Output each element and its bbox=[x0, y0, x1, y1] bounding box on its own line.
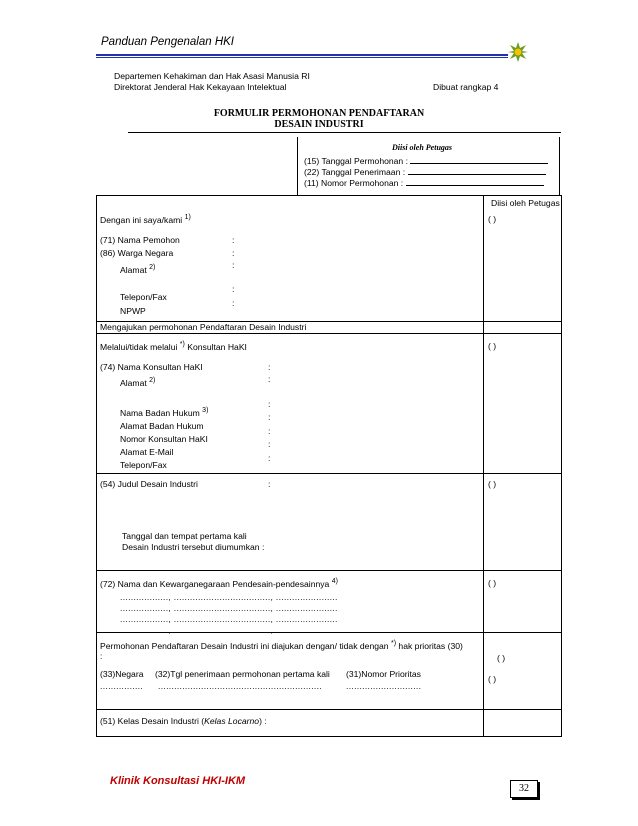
colon: : bbox=[268, 374, 271, 384]
row-divider bbox=[96, 709, 562, 710]
colon: : bbox=[268, 399, 271, 409]
legal-address-label: Alamat Badan Hukum bbox=[120, 421, 204, 431]
officer-heading: Diisi oleh Petugas bbox=[392, 143, 453, 152]
legal-entity-label: Nama Badan Hukum $^{3)}$ bbox=[120, 407, 209, 418]
officer-column-heading: Diisi oleh Petugas bbox=[491, 198, 560, 208]
header-rule bbox=[96, 54, 508, 56]
officer-check-field[interactable]: ( ) bbox=[488, 578, 497, 588]
officer-blank-field[interactable] bbox=[410, 155, 548, 164]
row-divider bbox=[96, 333, 562, 334]
colon: : bbox=[232, 298, 235, 308]
officer-row-date-app bbox=[304, 155, 548, 166]
colon: : bbox=[268, 412, 271, 422]
colon: : bbox=[268, 439, 271, 449]
colon: : bbox=[268, 362, 271, 372]
officer-blank-field[interactable] bbox=[406, 177, 544, 186]
officer-check-field[interactable]: ( ) bbox=[488, 674, 497, 684]
consultant-name-label: (74) Nama Konsultan HaKI bbox=[100, 362, 203, 372]
consultant-number-label: Nomor Konsultan HaKI bbox=[120, 434, 208, 444]
page-number: 32 bbox=[510, 780, 538, 798]
row-divider bbox=[96, 473, 562, 474]
department-text: Departemen Kehakiman dan Hak Asasi Manusia RI bbox=[114, 71, 310, 81]
officer-check-field[interactable]: ( ) bbox=[488, 479, 497, 489]
officer-blank-field[interactable] bbox=[408, 166, 546, 175]
submit-statement: Mengajukan permohonan Pendaftaran Desain Industri bbox=[100, 322, 307, 332]
designers-label: (72) Nama dan Kewarganegaraan Pendesain-pendesainnya $^{4)}$ bbox=[100, 578, 338, 589]
priority-country-label: (33)Negara bbox=[100, 669, 144, 679]
colon: : bbox=[232, 284, 235, 294]
form-title-line1: FORMULIR PERMOHONAN PENDAFTARAN bbox=[213, 108, 425, 119]
designer-entry-row[interactable]: .................., ...................................., ....................... bbox=[120, 603, 338, 613]
officer-check-field[interactable]: ( ) bbox=[488, 214, 497, 224]
design-title-label: (54) Judul Desain Industri bbox=[100, 479, 198, 489]
applicant-phone-label: Telepon/Fax bbox=[120, 292, 167, 302]
officer-row-date-rec bbox=[304, 166, 546, 177]
colon: : bbox=[232, 260, 235, 270]
priority-number-label: (31)Nomor Prioritas bbox=[346, 669, 421, 679]
officer-check-field[interactable]: ( ) bbox=[497, 653, 506, 663]
officer-label: (15) Tanggal Permohonan : bbox=[304, 156, 408, 166]
header-title: Panduan Pengenalan HKI bbox=[101, 36, 234, 48]
designer-entry-row[interactable]: .................., ...................................., ....................... bbox=[120, 625, 338, 635]
officer-row-number bbox=[304, 177, 544, 188]
email-label: Alamat E-Mail bbox=[120, 447, 174, 457]
nationality-label: (86) Warga Negara bbox=[100, 248, 174, 258]
priority-date-field[interactable]: ............................................................. bbox=[158, 681, 322, 691]
priority-country-field[interactable]: ................ bbox=[100, 681, 144, 691]
first-announce-line1: Tanggal dan tempat pertama kali bbox=[122, 531, 247, 541]
priority-date-label: (32)Tgl penerimaan permohonan pertama kali bbox=[155, 669, 330, 679]
priority-statement: Permohonan Pendaftaran Desain Industri ini diajukan dengan/ tidak dengan *) hak prioritas (30) bbox=[100, 640, 463, 651]
applicant-name-label: (71) Nama Pemohon bbox=[100, 235, 180, 245]
designer-entry-row[interactable]: .................., ...................................., ....................... bbox=[120, 592, 338, 602]
colon: : bbox=[232, 248, 235, 258]
officer-label: (11) Nomor Permohonan : bbox=[304, 178, 404, 188]
consultant-address-label: Alamat $^{2)}$ bbox=[120, 377, 156, 388]
directorate-text: Direktorat Jenderal Hak Kekayaan Intelektual bbox=[114, 82, 287, 92]
colon: : bbox=[268, 426, 271, 436]
designer-entry-row[interactable]: .................., ...................................., ....................... bbox=[120, 614, 338, 624]
row-divider bbox=[96, 570, 562, 571]
form-title-line2: DESAIN INDUSTRI bbox=[274, 119, 364, 130]
priority-colon: : bbox=[100, 651, 103, 661]
header-rule-thin bbox=[96, 57, 508, 58]
first-announce-line2: Desain Industri tersebut diumumkan : bbox=[122, 542, 265, 552]
locarno-class-label: (51) Kelas Desain Industri (Kelas Locarno) : bbox=[100, 716, 267, 726]
logo-icon bbox=[508, 42, 528, 62]
footer-title: Klinik Konsultasi HKI-IKM bbox=[110, 775, 246, 787]
via-consultant-label: Melalui/tidak melalui *) Konsultan HaKI bbox=[100, 341, 247, 352]
colon: : bbox=[268, 453, 271, 463]
officer-label: (22) Tanggal Penerimaan : bbox=[304, 167, 406, 177]
officer-column-divider bbox=[483, 196, 484, 736]
copies-text: Dibuat rangkap 4 bbox=[433, 82, 499, 92]
colon: : bbox=[268, 479, 271, 489]
applicant-address-label: Alamat $^{2)}$ bbox=[120, 264, 156, 275]
npwp-label: NPWP bbox=[120, 306, 146, 316]
consultant-phone-label: Telepon/Fax bbox=[120, 460, 167, 470]
title-rule bbox=[128, 132, 561, 133]
officer-check-field[interactable]: ( ) bbox=[488, 341, 497, 351]
colon: : bbox=[232, 235, 235, 245]
with-me-label: Dengan ini saya/kami $^{1)}$ bbox=[100, 214, 191, 225]
priority-number-field[interactable]: ............................ bbox=[346, 681, 422, 691]
